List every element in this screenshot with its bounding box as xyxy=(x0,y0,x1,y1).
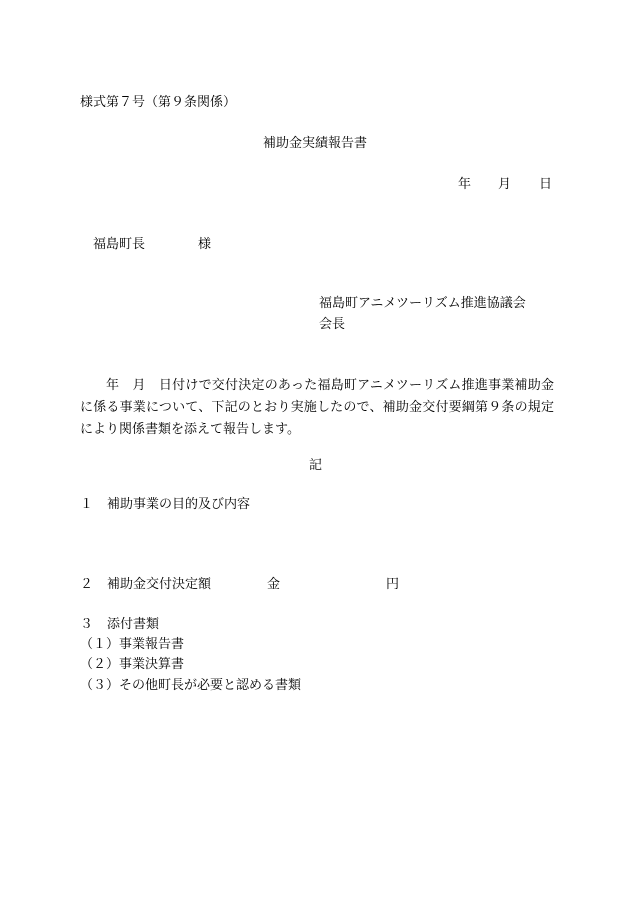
item-label: 補助事業の目的及び内容 xyxy=(107,497,251,512)
date-month-label: 月 xyxy=(498,177,512,192)
document-title: 補助金実績報告書 xyxy=(263,136,368,151)
item-label: 補助金交付決定額 xyxy=(107,577,212,592)
addressee-name: 福島町長 xyxy=(93,237,146,252)
attachment-item: （２）事業決算書 xyxy=(80,657,185,672)
attachment-item: （３）その他町長が必要と認める書類 xyxy=(80,678,302,693)
date-day-label: 日 xyxy=(539,177,553,192)
sender-position: 会長 xyxy=(319,317,346,332)
date-year-label: 年 xyxy=(458,177,472,192)
body-paragraph: 年 月 日付けで交付決定のあった福島町アニメツーリズム推進事業補助金に係る事業について、下記のとおり実施したので、補助金交付要綱第９条の規定により関係書類を添えて報告します。 xyxy=(80,378,554,437)
amount-unit: 円 xyxy=(386,577,400,592)
sender-organization: 福島町アニメツーリズム推進協議会 xyxy=(319,296,526,311)
attachment-item: （１）事業報告書 xyxy=(80,637,185,652)
amount-prefix: 金 xyxy=(267,577,281,592)
item-number: ２ xyxy=(80,577,94,592)
item-label: 添付書類 xyxy=(107,617,160,632)
ki-heading: 記 xyxy=(309,458,323,473)
item-number: ３ xyxy=(80,617,94,632)
addressee-honorific: 様 xyxy=(198,237,212,252)
form-number: 様式第７号（第９条関係） xyxy=(80,95,237,110)
item-number: １ xyxy=(80,497,94,512)
